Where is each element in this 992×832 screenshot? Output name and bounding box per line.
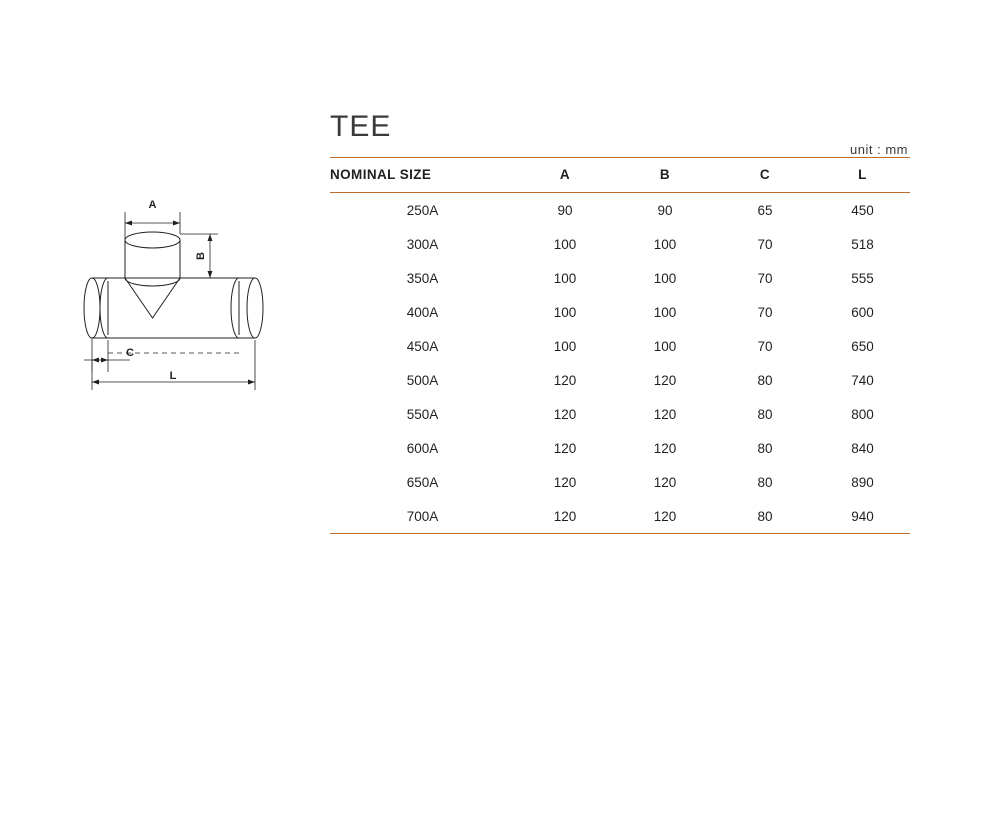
cell-a: 120 [553, 475, 577, 490]
cell-a: 100 [553, 237, 577, 252]
cell-l: 940 [851, 509, 874, 524]
cell-a: 100 [553, 305, 577, 320]
cell-b: 100 [653, 305, 677, 320]
cell-c: 70 [757, 339, 773, 354]
cell-c: 80 [757, 407, 773, 422]
dimension-label-c: C [126, 347, 134, 359]
cell-b: 120 [653, 441, 677, 456]
dimension-label-l: L [169, 370, 177, 382]
cell-nominal-size: 700A [406, 509, 439, 524]
cell-l: 450 [851, 203, 874, 218]
cell-nominal-size: 500A [406, 373, 439, 388]
table-row [330, 329, 910, 363]
cell-b: 120 [653, 407, 677, 422]
dimension-label-b: B [195, 252, 207, 260]
cell-nominal-size: 250A [406, 203, 439, 218]
cell-a: 100 [553, 339, 577, 354]
dimension-c [84, 338, 242, 372]
cell-nominal-size: 550A [406, 407, 439, 422]
cell-nominal-size: 450A [406, 339, 439, 354]
column-header-c: C [759, 167, 771, 182]
cell-b: 100 [653, 271, 677, 286]
dimension-label-a: A [148, 199, 157, 211]
tee-drawing [70, 190, 310, 420]
page-title: TEE [330, 110, 392, 143]
dimension-l [92, 340, 255, 390]
cell-c: 80 [757, 509, 773, 524]
column-header-nominal-size: NOMINAL SIZE [330, 167, 432, 182]
cell-c: 70 [757, 237, 773, 252]
cell-c: 65 [757, 203, 773, 218]
cell-l: 650 [851, 339, 874, 354]
run-pipe [84, 278, 263, 338]
table-row [330, 261, 910, 295]
table-row [330, 465, 910, 499]
cell-l: 840 [851, 441, 874, 456]
table-row [330, 363, 910, 397]
cell-nominal-size: 300A [406, 237, 439, 252]
cell-c: 80 [757, 373, 773, 388]
table-row [330, 431, 910, 465]
cell-c: 80 [757, 475, 773, 490]
column-header-b: B [659, 167, 671, 182]
table-header-row [330, 158, 910, 193]
cell-b: 120 [653, 373, 677, 388]
cell-c: 80 [757, 441, 773, 456]
cell-c: 70 [757, 305, 773, 320]
cell-c: 70 [757, 271, 773, 286]
cell-a: 120 [553, 373, 577, 388]
cell-a: 120 [553, 509, 577, 524]
table-row [330, 227, 910, 261]
tee-drawing-svg [70, 190, 310, 420]
cell-l: 600 [851, 305, 874, 320]
cell-a: 120 [553, 407, 577, 422]
dimensions-table [330, 157, 910, 534]
title-row [330, 105, 910, 157]
cell-nominal-size: 600A [406, 441, 439, 456]
table-row [330, 499, 910, 534]
column-header-l: L [858, 167, 867, 182]
table-row [330, 295, 910, 329]
spec-panel [330, 105, 910, 534]
cell-l: 800 [851, 407, 874, 422]
cell-b: 120 [653, 509, 677, 524]
cell-nominal-size: 350A [406, 271, 439, 286]
table-body [330, 193, 910, 534]
cell-l: 740 [851, 373, 874, 388]
table-row [330, 193, 910, 228]
cell-l: 518 [851, 237, 874, 252]
unit-label: unit : mm [850, 142, 908, 157]
cell-l: 890 [851, 475, 874, 490]
cell-b: 100 [653, 339, 677, 354]
cell-b: 100 [653, 237, 677, 252]
column-header-a: A [559, 167, 571, 182]
table-header [330, 158, 910, 193]
cell-a: 120 [553, 441, 577, 456]
cell-l: 555 [851, 271, 874, 286]
cell-b: 90 [657, 203, 673, 218]
cell-b: 120 [653, 475, 677, 490]
cell-a: 90 [557, 203, 573, 218]
table-row [330, 397, 910, 431]
cell-a: 100 [553, 271, 577, 286]
cell-nominal-size: 650A [406, 475, 439, 490]
cell-nominal-size: 400A [406, 305, 439, 320]
